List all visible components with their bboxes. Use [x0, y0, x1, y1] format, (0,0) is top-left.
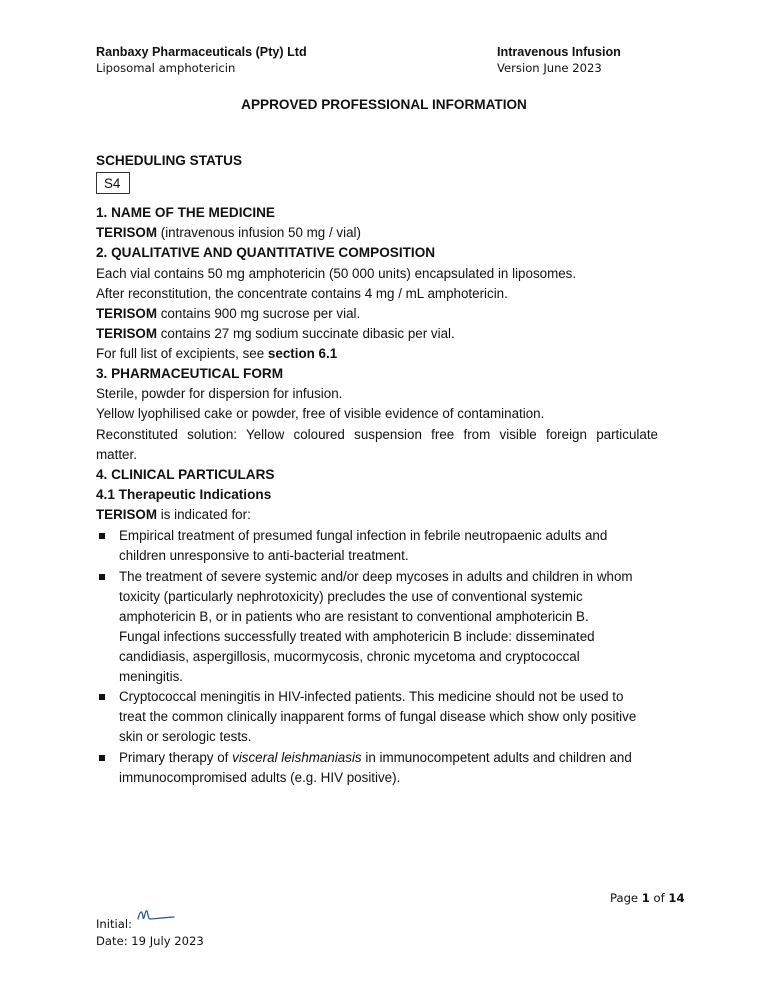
bullet-line: toxicity (particularly nephrotoxicity) precludes the use of conventional systemic: [119, 589, 583, 604]
brand-name: TERISOM: [96, 306, 158, 321]
header-route: Intravenous Infusion: [497, 45, 621, 59]
bullet-marker: [99, 533, 105, 539]
bullet-line: treat the common clinically inapparent forms of fungal disease which show only positive: [119, 709, 637, 724]
section-reference: section 6.1: [267, 346, 338, 361]
bullet-marker: [99, 574, 105, 580]
bullet-marker: [99, 755, 105, 761]
scheduling-status: S4: [104, 176, 121, 191]
header-product: Liposomal amphotericin: [96, 61, 236, 75]
bullet-line: candidiasis, aspergillosis, mucormycosis, chronic mycetoma and cryptococcal: [119, 649, 580, 664]
initial-signature-icon: [136, 905, 176, 927]
footer-date: Date: 19 July 2023: [96, 934, 204, 948]
section-3-line: Sterile, powder for dispersion for infusion.: [96, 386, 343, 401]
bullet-line: Primary therapy of visceral leishmaniasis in immunocompetent adults and children and: [119, 750, 632, 765]
section-3-line: Reconstituted solution: Yellow coloured suspension free from visible foreign particulate: [96, 427, 658, 442]
section-1-heading: 1. NAME OF THE MEDICINE: [96, 205, 275, 220]
bullet-line: children unresponsive to anti-bacterial treatment.: [119, 548, 409, 563]
section-2-line: TERISOM contains 27 mg sodium succinate dibasic per vial.: [96, 326, 455, 341]
header-company: Ranbaxy Pharmaceuticals (Pty) Ltd: [96, 45, 307, 59]
brand-name: TERISOM: [96, 326, 158, 341]
bullet-line: Fungal infections successfully treated with amphotericin B include: disseminated: [119, 629, 595, 644]
section-4-heading: 4. CLINICAL PARTICULARS: [96, 467, 275, 482]
bullet-line: meningitis.: [119, 669, 184, 684]
bullet-line: immunocompromised adults (e.g. HIV positive).: [119, 770, 401, 785]
section-4-1-heading: 4.1 Therapeutic Indications: [96, 487, 272, 502]
header-version: Version June 2023: [497, 61, 602, 75]
scheduling-heading: SCHEDULING STATUS: [96, 153, 243, 168]
brand-name: TERISOM: [96, 507, 158, 522]
section-3-line: Yellow lyophilised cake or powder, free of visible evidence of contamination.: [96, 406, 545, 421]
section-1-text: TERISOM (intravenous infusion 50 mg / vial): [96, 225, 361, 240]
bullet-line: Cryptococcal meningitis in HIV-infected patients. This medicine should not be used to: [119, 689, 624, 704]
section-2-line: TERISOM contains 900 mg sucrose per vial.: [96, 306, 361, 321]
section-2-heading: 2. QUALITATIVE AND QUANTITATIVE COMPOSITION: [96, 245, 436, 260]
section-3-heading: 3. PHARMACEUTICAL FORM: [96, 366, 284, 381]
section-2-line: Each vial contains 50 mg amphotericin (50 000 units) encapsulated in liposomes.: [96, 266, 577, 281]
brand-name: TERISOM: [96, 225, 158, 240]
emphasis-term: visceral leishmaniasis: [232, 750, 362, 765]
page-title: APPROVED PROFESSIONAL INFORMATION: [241, 97, 527, 112]
bullet-line: amphotericin B, or in patients who are resistant to conventional amphotericin B.: [119, 609, 589, 624]
page-number: Page 1 of 14: [610, 891, 685, 905]
bullet-line: The treatment of severe systemic and/or deep mycoses in adults and children in whom: [119, 569, 633, 584]
bullet-marker: [99, 694, 105, 700]
section-2-line: After reconstitution, the concentrate contains 4 mg / mL amphotericin.: [96, 286, 508, 301]
bullet-line: skin or serologic tests.: [119, 729, 252, 744]
scheduling-status-box: [96, 172, 130, 194]
section-3-line: matter.: [96, 447, 137, 462]
bullet-line: Empirical treatment of presumed fungal infection in febrile neutropaenic adults and: [119, 528, 608, 543]
indications-intro: TERISOM is indicated for:: [96, 507, 251, 522]
section-2-line: For full list of excipients, see section 6.1: [96, 346, 338, 361]
initial-label: Initial:: [96, 917, 132, 931]
